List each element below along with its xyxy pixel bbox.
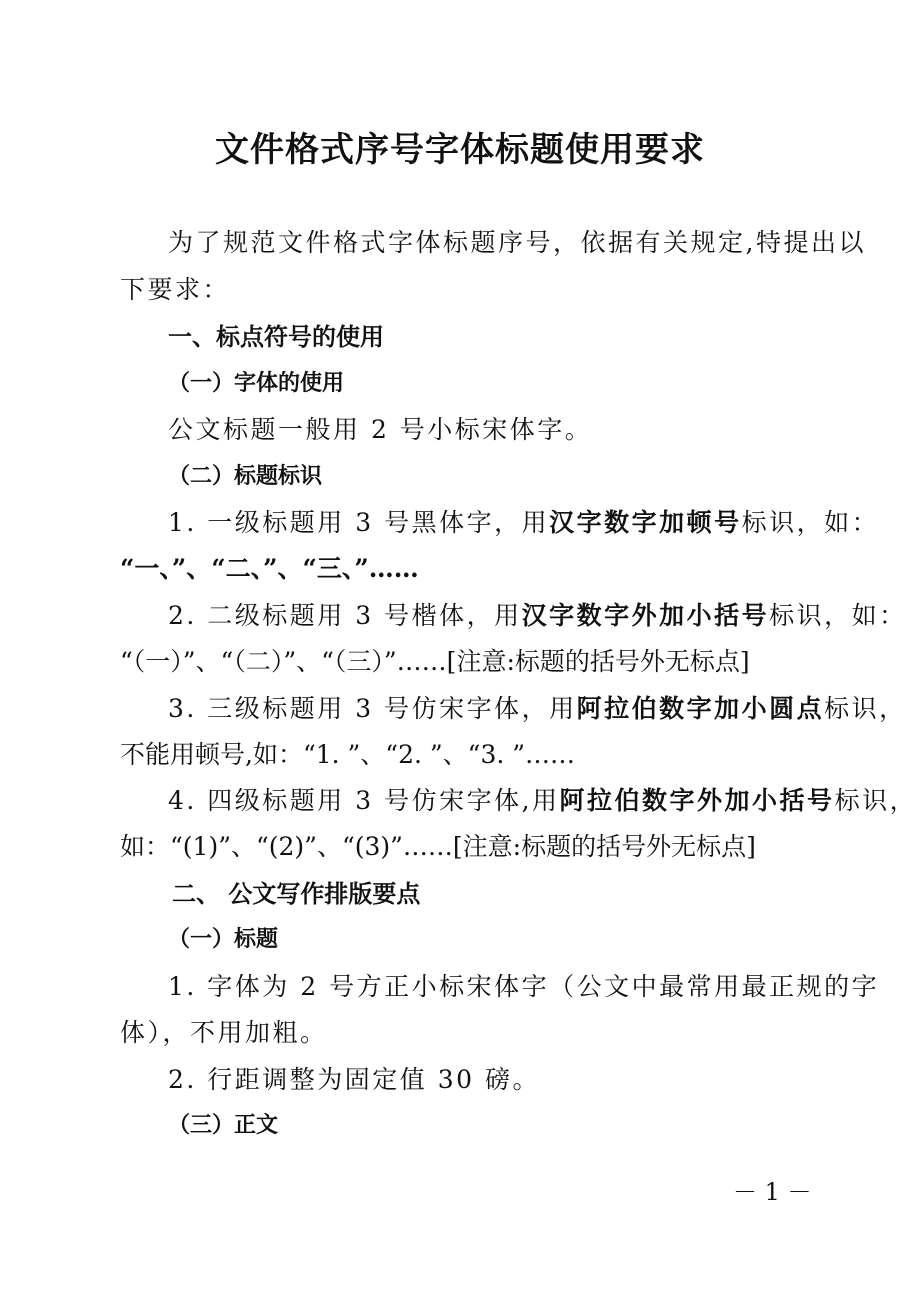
section1-sub2-heading: （二）标题标识 [168,464,323,489]
list-item-4-post: 标识， [834,786,918,815]
list-item-1-pre: 1. 一级标题用 3 号黑体字，用 [168,508,550,537]
list-item-4-pre: 4. 四级标题用 3 号仿宋字体,用 [168,786,560,815]
list-item-2-examples: “（一）”、“（二）”、“（三）”……[注意:标题的括号外无标点] [120,647,750,676]
section1-heading: 一、标点符号的使用 [168,323,384,351]
section1-sub1-text: 公文标题一般用 2 号小标宋体字。 [168,415,593,444]
list-item-3-examples: 不能用顿号,如：“1. ”、“2. ”、“3. ”…… [120,740,576,769]
list-item-1-post: 标识，如： [741,508,880,537]
section2-item-1: 1. 字体为 2 号方正小标宋体字（公文中最常用最正规的字 [168,972,880,1001]
list-item-4-emphasis: 阿拉伯数字外加小括号 [559,786,835,815]
list-item-3-pre: 3. 三级标题用 3 号仿宋字体，用 [168,694,577,723]
intro-line-1: 为了规范文件格式字体标题序号，依据有关规定,特提出以 [168,228,866,257]
section2-item-2: 2. 行距调整为固定值 30 磅。 [168,1065,541,1094]
list-item-2-pre: 2. 二级标题用 3 号楷体，用 [168,601,522,630]
section2-item-1-cont: 体），不用加粗。 [120,1018,328,1047]
intro-line-2: 下要求： [120,275,231,304]
list-item-4 [168,784,917,818]
list-item-3-post: 标识， [824,694,907,723]
list-item-1-examples: “一、”、“二、”、“三、”…… [120,554,419,583]
document-title: 文件格式序号字体标题使用要求 [215,130,705,170]
list-item-2 [168,599,907,633]
section2-sub3-heading: （三）正文 [168,1113,279,1138]
list-item-1 [168,506,879,540]
section2-sub1-heading: （一）标题 [168,927,279,952]
page-number: － 1 － [733,1178,812,1206]
list-item-1-emphasis: 汉字数字加顿号 [549,508,742,537]
list-item-2-post: 标识，如： [769,601,907,630]
list-item-4-examples: 如：“(1)”、“(2)”、“(3)”……[注意:标题的括号外无标点] [120,832,756,861]
list-item-2-emphasis: 汉字数字外加小括号 [521,601,770,630]
list-item-3 [168,692,907,726]
section2-heading: 二、 公文写作排版要点 [172,880,421,908]
list-item-3-emphasis: 阿拉伯数字加小圆点 [576,694,825,723]
section1-sub1-heading: （一）字体的使用 [168,371,345,396]
